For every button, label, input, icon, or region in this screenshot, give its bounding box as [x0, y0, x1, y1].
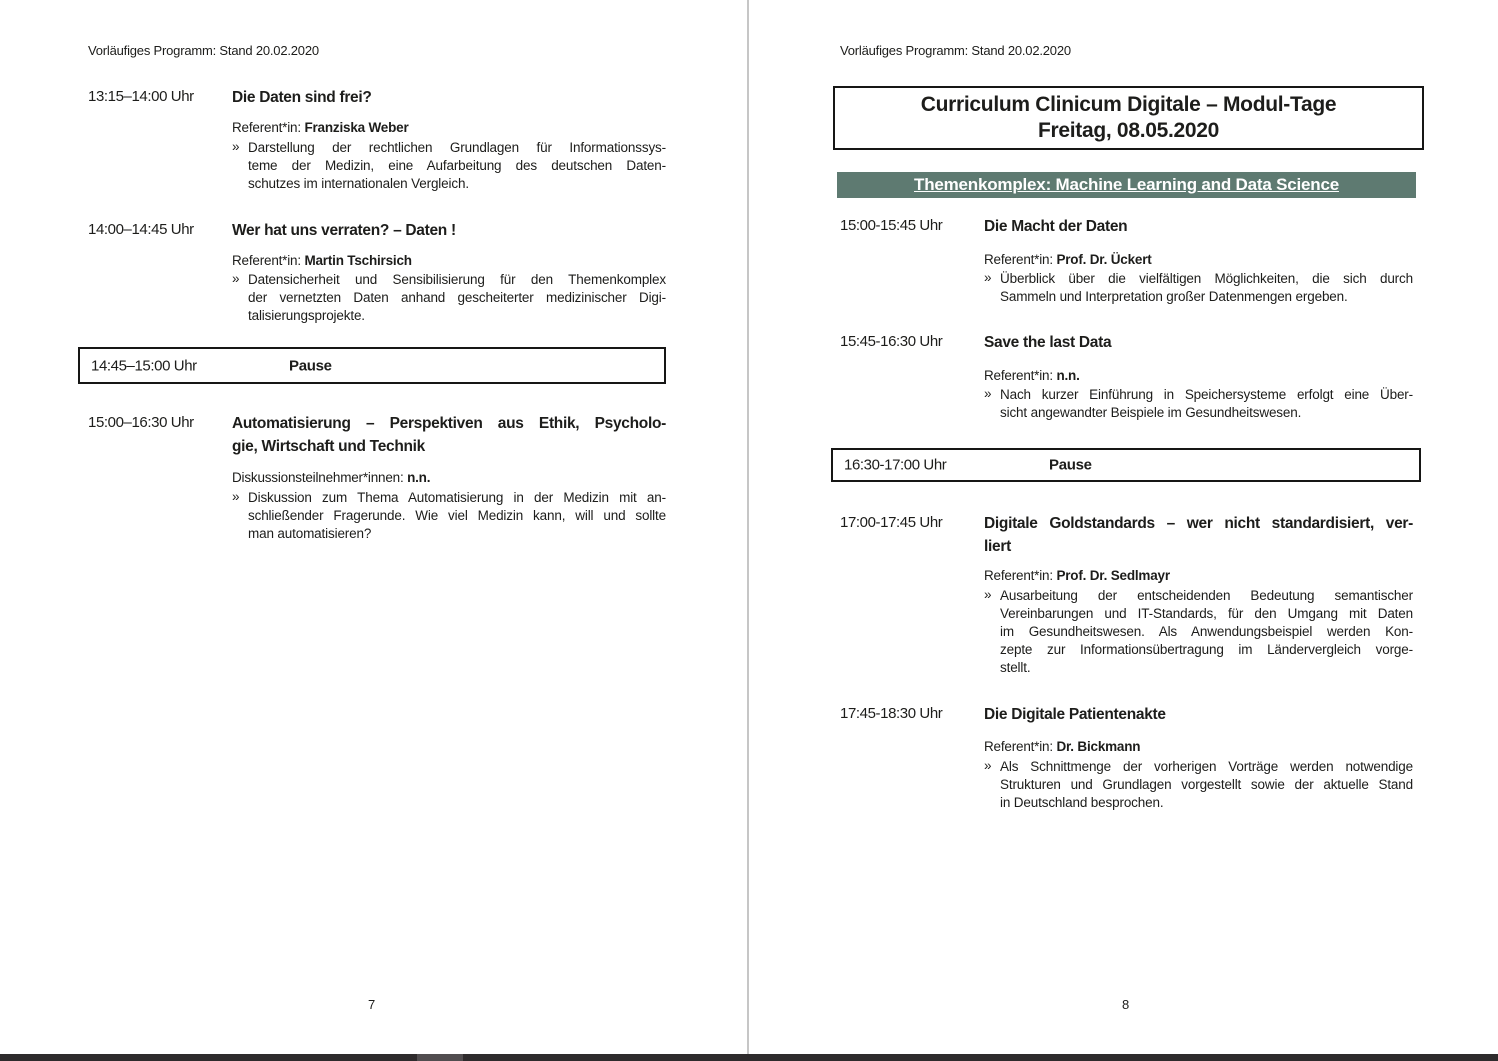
bullet-item — [232, 489, 666, 543]
speaker-name: n.n. — [407, 470, 431, 485]
speaker-name: Prof. Dr. Ückert — [1056, 252, 1152, 267]
bullet-marker: » — [984, 386, 992, 401]
speaker-label: Referent*in: — [232, 120, 301, 135]
bullet-line: schließender Fragerunde. Wie viel Medizin kann, will und sollte — [248, 508, 666, 523]
bullet-marker: » — [984, 270, 992, 285]
bullet-line: Vereinbarungen und IT-Standards, für den Umgang mit Daten — [1000, 606, 1413, 621]
session-time: 13:15–14:00 Uhr — [88, 88, 194, 105]
speaker-name: Dr. Bickmann — [1056, 739, 1141, 754]
speaker-line — [984, 252, 1152, 267]
session-title-line: Digitale Goldstandards – wer nicht standardisiert, ver- — [984, 515, 1413, 532]
bullet-text — [1000, 386, 1413, 422]
bullet-line: Überblick über die vielfältigen Möglichkeiten, die sich durch — [1000, 271, 1413, 286]
bullet-text — [248, 139, 666, 193]
page-7 — [0, 0, 747, 1054]
bullet-text — [1000, 587, 1413, 677]
speaker-name: Martin Tschirsich — [304, 253, 412, 268]
bullet-marker: » — [984, 587, 992, 602]
page-number: 8 — [1122, 997, 1130, 1012]
bullet-line: Als Schnittmenge der vorherigen Vorträge werden notwendige — [1000, 759, 1413, 774]
bullet-line: Darstellung der rechtlichen Grundlagen für Informationssys- — [248, 140, 666, 155]
bullet-text — [1000, 758, 1413, 812]
topic-banner — [837, 172, 1416, 198]
bullet-line: stellt. — [1000, 660, 1031, 675]
session-title: Save the last Data — [984, 334, 1112, 351]
day-title-box — [833, 86, 1424, 150]
page-number: 7 — [368, 997, 376, 1012]
bullet-line: talisierungsprojekte. — [248, 308, 365, 323]
speaker-label: Referent*in: — [984, 739, 1053, 754]
bullet-line: zepte zur Informationsübertragung im Ländervergleich vorge- — [1000, 642, 1413, 657]
bullet-text — [248, 489, 666, 543]
bullet-item — [984, 587, 1413, 677]
page-header: Vorläufiges Programm: Stand 20.02.2020 — [840, 43, 1071, 58]
bullet-line: teme der Medizin, eine Aufarbeitung des deutschen Daten- — [248, 158, 666, 173]
bullet-line: Diskussion zum Thema Automatisierung in der Medizin mit an- — [248, 490, 666, 505]
speaker-name: Prof. Dr. Sedlmayr — [1056, 568, 1170, 583]
page-header: Vorläufiges Programm: Stand 20.02.2020 — [88, 43, 319, 58]
pause-label: Pause — [1049, 456, 1092, 474]
bullet-line: Ausarbeitung der entscheidenden Bedeutung semantischer — [1000, 588, 1413, 603]
speaker-line — [232, 253, 412, 268]
speaker-label: Referent*in: — [984, 368, 1053, 383]
bullet-marker: » — [232, 271, 240, 286]
bullet-line: schutzes im internationalen Vergleich. — [248, 176, 469, 191]
speaker-line — [232, 120, 409, 135]
pause-box — [78, 347, 666, 384]
session-title: Die Macht der Daten — [984, 218, 1128, 235]
bullet-marker: » — [232, 139, 240, 154]
session-title — [984, 512, 1413, 558]
horizontal-scrollbar[interactable] — [0, 1054, 1498, 1061]
bullet-marker: » — [984, 758, 992, 773]
speaker-name: n.n. — [1056, 368, 1080, 383]
topic-banner-text: Themenkomplex: Machine Learning and Data Science — [914, 175, 1339, 194]
bullet-line: sicht angewandter Beispiele im Gesundheitswesen. — [1000, 405, 1302, 420]
speaker-line — [984, 368, 1080, 383]
bullet-item — [984, 386, 1413, 422]
page-divider — [747, 0, 749, 1054]
session-title: Die Digitale Patientenakte — [984, 706, 1166, 723]
pause-time: 14:45–15:00 Uhr — [91, 357, 197, 374]
session-title — [232, 412, 666, 458]
session-title: Die Daten sind frei? — [232, 89, 372, 106]
bullet-item — [232, 139, 666, 193]
bullet-line: im Gesundheitswesen. Als Anwendungsbeispiel werden Kon- — [1000, 624, 1413, 639]
day-title-line1: Curriculum Clinicum Digitale – Modul-Tage — [920, 93, 1337, 116]
session-time: 14:00–14:45 Uhr — [88, 221, 194, 238]
session-time: 15:45-16:30 Uhr — [840, 333, 943, 350]
session-time: 17:45-18:30 Uhr — [840, 705, 943, 722]
pause-label: Pause — [289, 357, 332, 374]
bullet-line: der vernetzten Daten anhand gescheiterter medizinischer Digi- — [248, 290, 666, 305]
session-title: Wer hat uns verraten? – Daten ! — [232, 222, 456, 239]
pause-time: 16:30-17:00 Uhr — [844, 456, 947, 474]
session-time: 15:00–16:30 Uhr — [88, 414, 194, 431]
bullet-item — [984, 758, 1413, 812]
session-time: 15:00-15:45 Uhr — [840, 217, 943, 234]
bullet-item — [984, 270, 1413, 306]
pause-box — [831, 448, 1421, 482]
speaker-label: Referent*in: — [984, 568, 1053, 583]
bullet-line: Sammeln und Interpretation großer Datenmengen ergeben. — [1000, 289, 1348, 304]
session-title-line: Automatisierung – Perspektiven aus Ethik, Psycholo- — [232, 415, 666, 432]
session-title-line: gie, Wirtschaft und Technik — [232, 438, 425, 455]
bullet-text — [248, 271, 666, 325]
bullet-text — [1000, 270, 1413, 306]
speaker-label: Diskussionsteilnehmer*innen: — [232, 470, 404, 485]
speaker-line — [984, 739, 1140, 754]
bullet-line: Datensicherheit und Sensibilisierung für den Themenkomplex — [248, 272, 666, 287]
speaker-label: Referent*in: — [232, 253, 301, 268]
bullet-line: man automatisieren? — [248, 526, 372, 541]
bullet-marker: » — [232, 489, 240, 504]
speaker-label: Referent*in: — [984, 252, 1053, 267]
bullet-line: Strukturen und Grundlagen vorgestellt sowie der aktuelle Stand — [1000, 777, 1413, 792]
session-title-line: liert — [984, 538, 1011, 555]
day-title-line2: Freitag, 08.05.2020 — [1037, 119, 1220, 142]
bullet-line: Nach kurzer Einführung in Speichersysteme erfolgt eine Über- — [1000, 387, 1413, 402]
speaker-line — [984, 568, 1170, 583]
speaker-name: Franziska Weber — [304, 120, 409, 135]
bullet-line: in Deutschland besprochen. — [1000, 795, 1164, 810]
page-8 — [751, 0, 1498, 1054]
session-time: 17:00-17:45 Uhr — [840, 514, 943, 531]
scrollbar-thumb[interactable] — [417, 1054, 463, 1061]
bullet-item — [232, 271, 666, 325]
speaker-line — [232, 470, 430, 485]
